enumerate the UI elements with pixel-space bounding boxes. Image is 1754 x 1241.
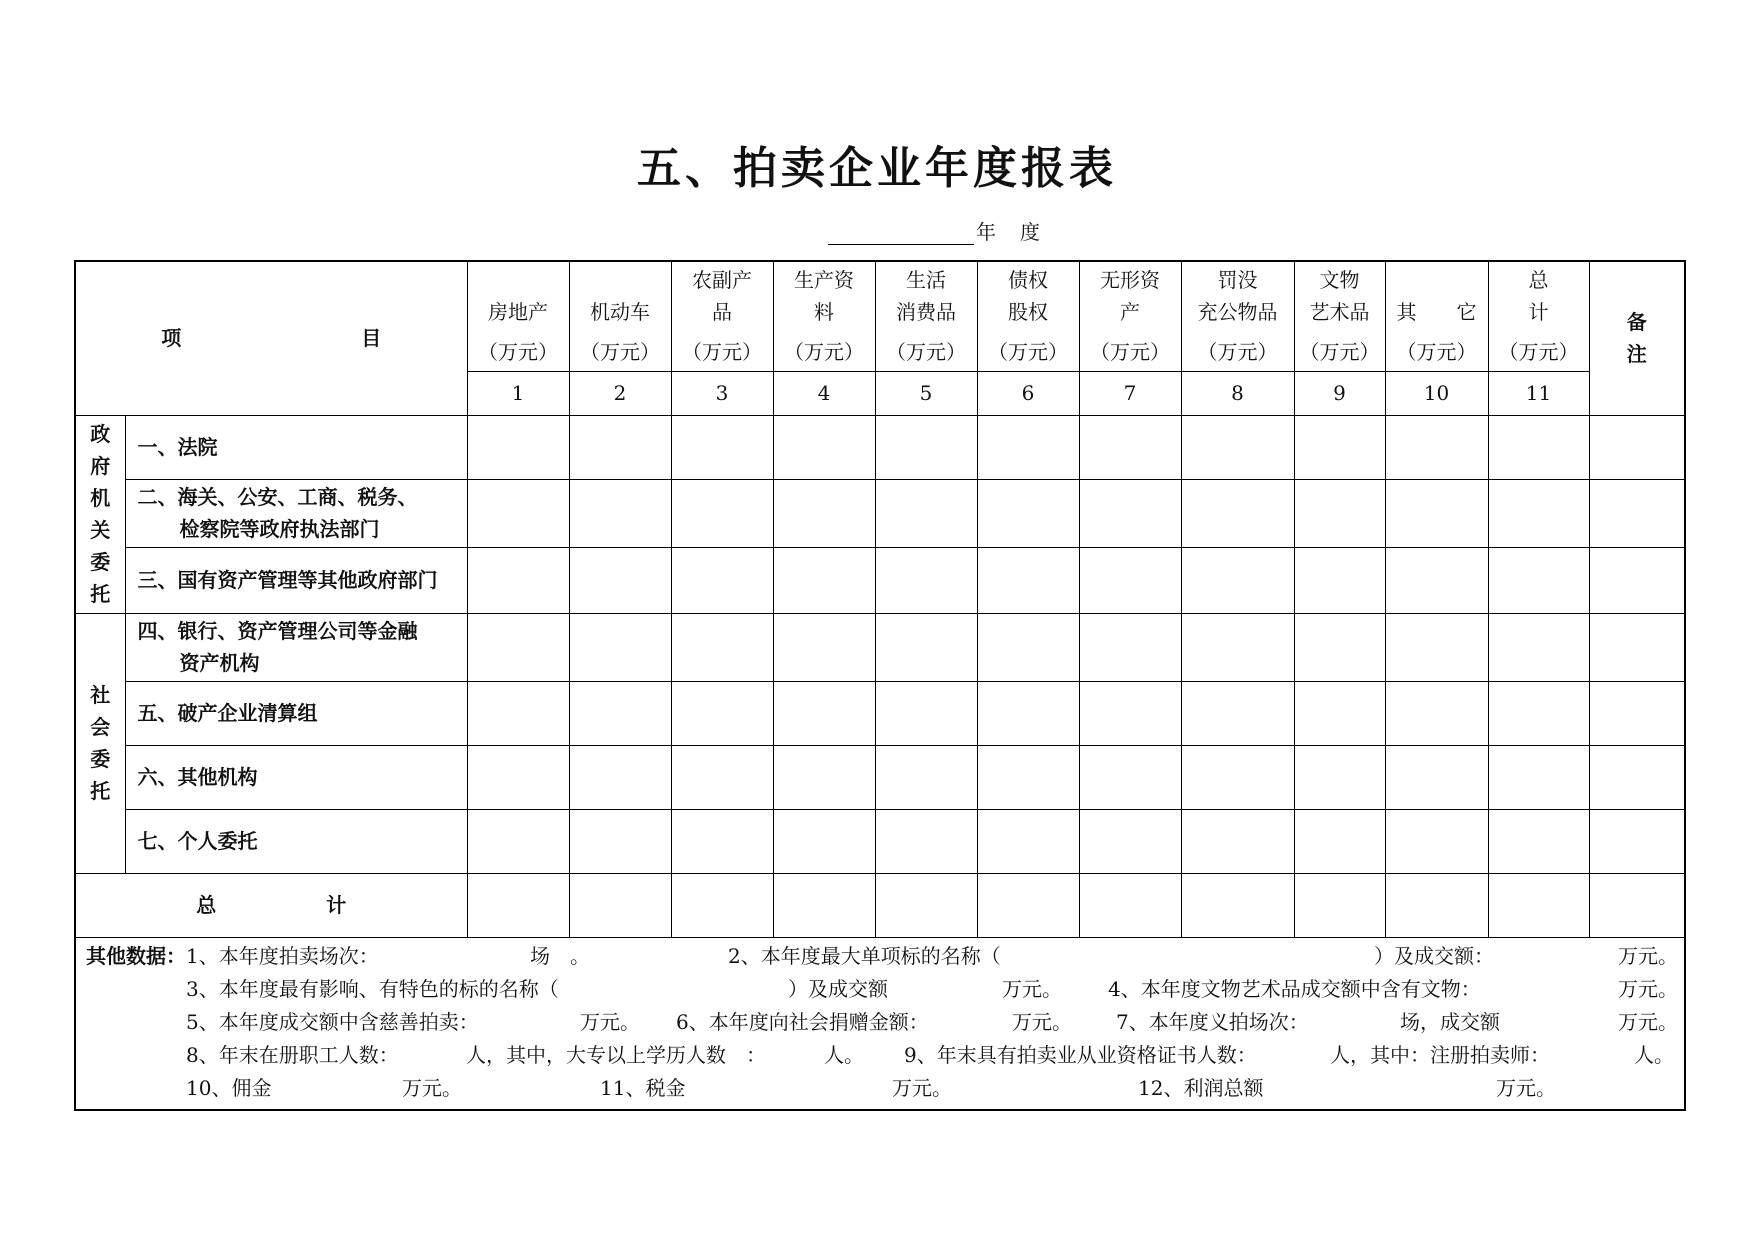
data-cell[interactable] xyxy=(977,873,1079,937)
col-number: 11 xyxy=(1488,371,1589,415)
data-cell[interactable] xyxy=(1385,681,1488,745)
data-cell[interactable] xyxy=(1488,681,1589,745)
data-cell[interactable] xyxy=(569,415,671,479)
table-row xyxy=(75,745,1685,809)
notes-line: 其他数据： 1、本年度拍卖场次： 场 。 2、本年度最大单项标的名称（ ）及成交额： 万元。 xyxy=(86,940,1676,973)
row-label: 二、海关、公安、工商、税务、 检察院等政府执法部门 xyxy=(125,479,467,547)
data-cell[interactable] xyxy=(1294,547,1385,613)
data-cell[interactable] xyxy=(569,681,671,745)
data-cell[interactable] xyxy=(467,547,569,613)
table-row xyxy=(75,547,1685,613)
data-cell[interactable] xyxy=(1294,873,1385,937)
data-cell[interactable] xyxy=(1181,479,1294,547)
data-cell[interactable] xyxy=(467,415,569,479)
data-cell[interactable] xyxy=(569,745,671,809)
data-cell[interactable] xyxy=(1385,809,1488,873)
data-cell[interactable] xyxy=(1488,613,1589,681)
data-cell[interactable] xyxy=(1181,681,1294,745)
col-number: 3 xyxy=(671,371,773,415)
data-cell[interactable] xyxy=(1385,873,1488,937)
col-header-art: 文物 艺术品 （万元） xyxy=(1294,261,1385,371)
data-cell[interactable] xyxy=(569,547,671,613)
data-cell[interactable] xyxy=(1589,415,1685,479)
data-cell[interactable] xyxy=(1488,547,1589,613)
data-cell[interactable] xyxy=(1385,547,1488,613)
col-header-intangible: 无形资 产 （万元） xyxy=(1079,261,1181,371)
data-cell[interactable] xyxy=(1589,479,1685,547)
data-cell[interactable] xyxy=(467,745,569,809)
data-cell[interactable] xyxy=(1181,547,1294,613)
data-cell[interactable] xyxy=(671,613,773,681)
data-cell[interactable] xyxy=(977,681,1079,745)
notes-line: 5、本年度成交额中含慈善拍卖： 万元。 6、本年度向社会捐赠金额： 万元。 7、本年度义拍场次： 场，成交额 万元。 xyxy=(186,1009,1678,1034)
page-title: 五、拍卖企业年度报表 xyxy=(637,143,1117,194)
data-cell[interactable] xyxy=(1079,745,1181,809)
data-cell[interactable] xyxy=(1181,415,1294,479)
col-number: 6 xyxy=(977,371,1079,415)
col-header-other: 其 它 （万元） xyxy=(1385,261,1488,371)
data-cell[interactable] xyxy=(1589,547,1685,613)
data-cell[interactable] xyxy=(1181,745,1294,809)
data-cell[interactable] xyxy=(1488,479,1589,547)
other-data-notes xyxy=(75,937,1685,1110)
year-blank[interactable] xyxy=(828,224,974,245)
data-cell[interactable] xyxy=(773,681,875,745)
data-cell[interactable] xyxy=(1079,873,1181,937)
data-cell[interactable] xyxy=(1385,745,1488,809)
data-cell[interactable] xyxy=(875,745,977,809)
data-cell[interactable] xyxy=(569,809,671,873)
col-header-vehicle: 机动车 （万元） xyxy=(569,261,671,371)
data-cell[interactable] xyxy=(1294,415,1385,479)
table-row xyxy=(75,479,1685,547)
data-cell[interactable] xyxy=(1385,479,1488,547)
row-label: 四、银行、资产管理公司等金融 资产机构 xyxy=(125,613,467,681)
data-cell[interactable] xyxy=(467,873,569,937)
data-cell[interactable] xyxy=(1488,415,1589,479)
project-header-char: 目 xyxy=(361,326,382,351)
data-cell[interactable] xyxy=(1079,479,1181,547)
col-number: 5 xyxy=(875,371,977,415)
data-cell[interactable] xyxy=(875,681,977,745)
col-header-production: 生产资 料 （万元） xyxy=(773,261,875,371)
year-field xyxy=(828,216,1042,244)
col-number: 9 xyxy=(1294,371,1385,415)
col-number: 2 xyxy=(569,371,671,415)
data-cell[interactable] xyxy=(1589,873,1685,937)
data-cell[interactable] xyxy=(569,479,671,547)
data-cell[interactable] xyxy=(875,479,977,547)
notes-line: 3、本年度最有影响、有特色的标的名称（ ）及成交额 万元。 4、本年度文物艺术品成交额中含有文物： 万元。 xyxy=(186,976,1678,1001)
col-number: 10 xyxy=(1385,371,1488,415)
col-header-total: 总 计 （万元） xyxy=(1488,261,1589,371)
data-cell[interactable] xyxy=(1079,613,1181,681)
table-row xyxy=(75,681,1685,745)
row-label: 六、其他机构 xyxy=(125,745,467,809)
row-label: 五、破产企业清算组 xyxy=(125,681,467,745)
data-cell[interactable] xyxy=(875,873,977,937)
data-cell[interactable] xyxy=(671,479,773,547)
data-cell[interactable] xyxy=(1488,745,1589,809)
data-cell[interactable] xyxy=(671,681,773,745)
data-cell[interactable] xyxy=(1294,809,1385,873)
data-cell[interactable] xyxy=(773,809,875,873)
data-cell[interactable] xyxy=(977,415,1079,479)
row-label: 一、法院 xyxy=(125,415,467,479)
data-cell[interactable] xyxy=(569,613,671,681)
data-cell[interactable] xyxy=(875,547,977,613)
col-header-confiscated: 罚没 充公物品 （万元） xyxy=(1181,261,1294,371)
table-row xyxy=(75,613,1685,681)
data-cell[interactable] xyxy=(671,873,773,937)
data-cell[interactable] xyxy=(773,745,875,809)
data-cell[interactable] xyxy=(773,613,875,681)
notes-line: 8、年末在册职工人数： 人，其中，大专以上学历人数 ： 人。 9、年末具有拍卖业从业资格证书人数： 人，其中：注册拍卖师： 人。 xyxy=(186,1042,1674,1067)
row-label: 七、个人委托 xyxy=(125,809,467,873)
data-cell[interactable] xyxy=(1079,681,1181,745)
col-number: 8 xyxy=(1181,371,1294,415)
group-label-gov: 政 府 机 关 委 托 xyxy=(75,415,125,613)
data-cell[interactable] xyxy=(467,681,569,745)
data-cell[interactable] xyxy=(1589,681,1685,745)
data-cell[interactable] xyxy=(1488,873,1589,937)
data-cell[interactable] xyxy=(1294,745,1385,809)
project-header-char: 项 xyxy=(161,326,182,351)
data-cell[interactable] xyxy=(773,415,875,479)
report-table xyxy=(74,260,1686,1111)
data-cell[interactable] xyxy=(569,873,671,937)
data-cell[interactable] xyxy=(773,873,875,937)
year-label: 年 度 xyxy=(976,220,1042,244)
data-cell[interactable] xyxy=(1385,415,1488,479)
data-cell[interactable] xyxy=(1589,613,1685,681)
col-header-real-estate: 房地产 （万元） xyxy=(467,261,569,371)
data-cell[interactable] xyxy=(1294,681,1385,745)
col-header-agri: 农副产 品 （万元） xyxy=(671,261,773,371)
data-cell[interactable] xyxy=(1181,873,1294,937)
col-header-consumer: 生活 消费品 （万元） xyxy=(875,261,977,371)
total-label: 总 计 xyxy=(75,873,467,937)
data-cell[interactable] xyxy=(671,809,773,873)
data-cell[interactable] xyxy=(671,547,773,613)
data-cell[interactable] xyxy=(1488,809,1589,873)
data-cell[interactable] xyxy=(1589,809,1685,873)
data-cell[interactable] xyxy=(1079,809,1181,873)
notes-row xyxy=(75,937,1685,1110)
data-cell[interactable] xyxy=(1181,809,1294,873)
data-cell[interactable] xyxy=(1079,415,1181,479)
col-number: 7 xyxy=(1079,371,1181,415)
table-row xyxy=(75,809,1685,873)
table-row xyxy=(75,415,1685,479)
data-cell[interactable] xyxy=(1181,613,1294,681)
data-cell[interactable] xyxy=(1294,613,1385,681)
col-number: 4 xyxy=(773,371,875,415)
project-header xyxy=(75,261,467,415)
notes-label: 其他数据： xyxy=(86,943,186,968)
data-cell[interactable] xyxy=(977,809,1079,873)
data-cell[interactable] xyxy=(773,479,875,547)
data-cell[interactable] xyxy=(977,745,1079,809)
remarks-header: 备 注 xyxy=(1589,261,1685,415)
data-cell[interactable] xyxy=(977,479,1079,547)
data-cell[interactable] xyxy=(875,415,977,479)
data-cell[interactable] xyxy=(1589,745,1685,809)
data-cell[interactable] xyxy=(467,479,569,547)
data-cell[interactable] xyxy=(875,613,977,681)
data-cell[interactable] xyxy=(671,745,773,809)
row-label: 三、国有资产管理等其他政府部门 xyxy=(125,547,467,613)
data-cell[interactable] xyxy=(977,613,1079,681)
data-cell[interactable] xyxy=(1385,613,1488,681)
data-cell[interactable] xyxy=(1079,547,1181,613)
notes-line: 10、佣金 万元。 11、税金 万元。 12、利润总额 万元。 xyxy=(186,1075,1556,1100)
data-cell[interactable] xyxy=(671,415,773,479)
data-cell[interactable] xyxy=(773,547,875,613)
col-header-debt-equity: 债权 股权 （万元） xyxy=(977,261,1079,371)
col-number: 1 xyxy=(467,371,569,415)
table-row-total xyxy=(75,873,1685,937)
data-cell[interactable] xyxy=(1294,479,1385,547)
data-cell[interactable] xyxy=(875,809,977,873)
data-cell[interactable] xyxy=(467,809,569,873)
data-cell[interactable] xyxy=(467,613,569,681)
group-label-social: 社 会 委 托 xyxy=(75,613,125,873)
data-cell[interactable] xyxy=(977,547,1079,613)
